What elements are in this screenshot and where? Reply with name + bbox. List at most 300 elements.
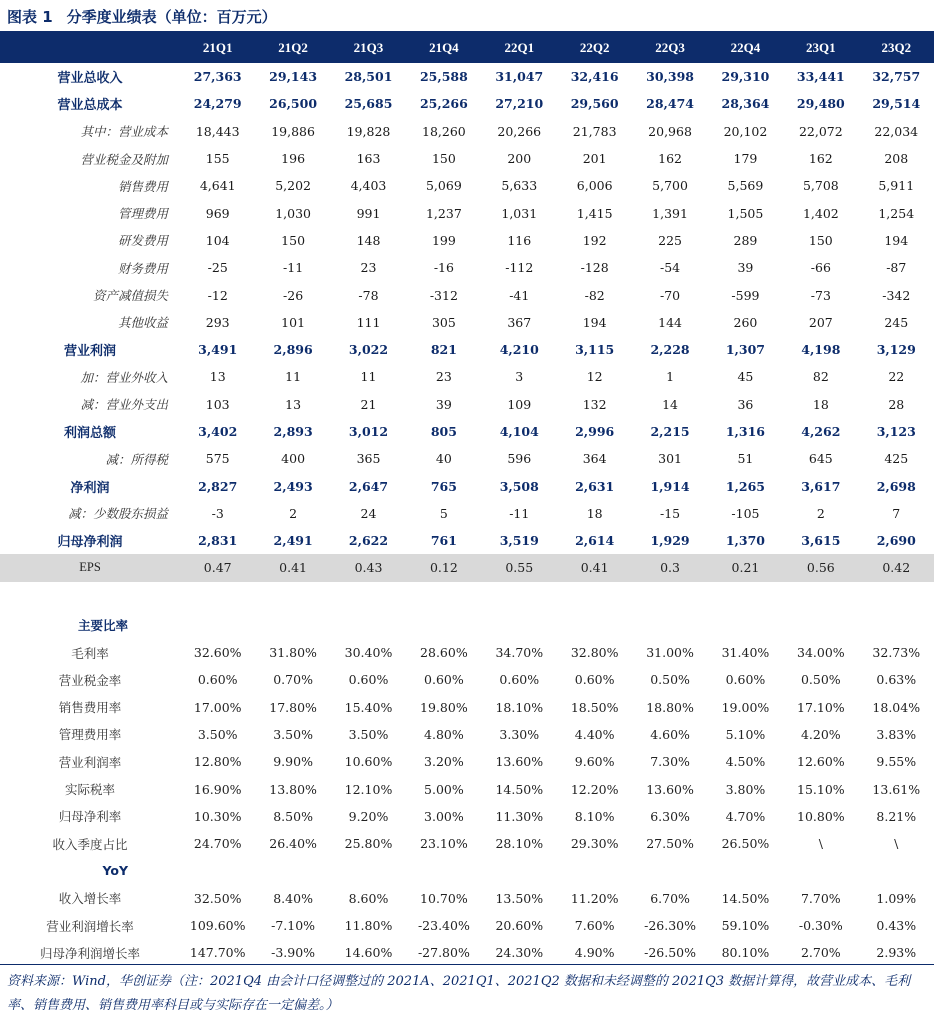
table-cell: 4,403 [350, 178, 387, 194]
table-cell: 0.60% [348, 672, 389, 688]
table-cell: 3.20% [424, 754, 464, 770]
table-cell: 8.10% [574, 808, 615, 824]
table-row [0, 639, 934, 666]
row-label: 加：营业外收入 [80, 369, 169, 385]
table-cell: 289 [733, 232, 758, 248]
table-cell: 162 [658, 151, 682, 167]
table-cell: 425 [884, 451, 909, 467]
table-cell: 29,143 [269, 69, 318, 85]
table-cell: 18,260 [422, 123, 466, 139]
table-cell: -128 [580, 260, 609, 276]
table-cell: 32.50% [193, 890, 242, 906]
table-cell: 14 [662, 396, 678, 412]
table-cell: 20.60% [495, 918, 544, 934]
table-cell: 7.70% [800, 890, 841, 906]
table-cell: 34.00% [797, 645, 845, 661]
table-cell: 4.80% [424, 726, 464, 742]
row-label: 减：少数股东损益 [68, 506, 169, 522]
table-cell: 3,519 [499, 533, 539, 549]
table-cell: 2 [816, 505, 825, 521]
table-cell: 26.50% [721, 836, 770, 852]
table-cell: 11.80% [344, 918, 393, 934]
table-cell: 260 [733, 314, 758, 330]
table-cell: 24,279 [193, 96, 242, 112]
section-label: YoY [102, 863, 129, 879]
table-cell: 0.60% [574, 672, 615, 688]
table-cell: 23 [435, 369, 452, 385]
table-cell: 13 [285, 396, 302, 412]
table-cell: 29,310 [721, 69, 770, 85]
table-cell: 9.90% [273, 754, 313, 770]
table-cell: 7 [892, 505, 901, 521]
table-cell: -54 [659, 260, 681, 276]
table-row [0, 500, 934, 527]
table-cell: 22,034 [874, 123, 919, 139]
table-cell: -15 [659, 505, 681, 521]
table-cell: 0.43 [331, 554, 406, 581]
table-cell: -82 [584, 287, 605, 303]
table-cell: 3,402 [198, 424, 238, 439]
table-cell: -87 [886, 260, 907, 276]
table-cell: 32.60% [193, 645, 242, 661]
table-cell: 2,493 [273, 478, 313, 494]
table-cell: 12.60% [797, 754, 845, 770]
table-cell: 4.50% [725, 754, 766, 770]
table-cell: 31.40% [721, 645, 770, 661]
table-cell: 0.3 [632, 554, 707, 581]
table-cell: -25 [207, 260, 228, 276]
table-cell: 10.60% [344, 754, 393, 770]
table-cell: 301 [658, 451, 682, 467]
table-cell: 5,708 [802, 178, 839, 194]
table-cell: 5,569 [727, 178, 764, 194]
table-cell: 3.00% [424, 808, 464, 824]
table-cell: 10.80% [797, 808, 845, 824]
table-cell: 0.41 [557, 554, 632, 581]
table-cell: 29.30% [570, 836, 619, 852]
table-cell: 3,123 [876, 424, 916, 439]
table-row [0, 721, 934, 748]
source-note: 资料来源：Wind，华创证券（注：2021Q4 由会计口径调整过的 2021A、2021Q1、2021Q2 数据和未经调整的 2021Q3 数据计算得，故营业成本、毛利率、销售费用、销售费用率科目或与实际存在一定偏差。） [7, 974, 911, 1013]
table-cell: -112 [505, 260, 534, 276]
table-row [0, 830, 934, 857]
table-cell: 21 [360, 396, 377, 412]
table-cell: -26 [283, 287, 304, 303]
table-cell: 15.10% [797, 781, 845, 797]
table-cell: 2,831 [198, 533, 238, 549]
table-cell: -7.10% [271, 918, 316, 934]
table-cell: 6,006 [576, 178, 613, 194]
table-cell: -70 [659, 287, 681, 303]
table-cell: 1,307 [725, 342, 766, 358]
table-cell: 33,441 [796, 69, 845, 85]
row-label: 营业利润增长率 [46, 918, 134, 934]
table-cell: 59.10% [721, 918, 770, 934]
row-label: 收入季度占比 [52, 836, 128, 852]
table-cell: 15.40% [344, 699, 393, 715]
column-header: 22Q2 [557, 33, 632, 63]
section-row-yoy [0, 857, 934, 884]
row-label [0, 33, 180, 63]
table-cell: 1,415 [576, 205, 613, 221]
table-cell: 18 [586, 505, 603, 521]
table-cell: 6.30% [650, 808, 690, 824]
table-cell: 4.90% [574, 945, 615, 961]
table-cell: 2,827 [198, 478, 238, 494]
table-cell: 51 [737, 451, 754, 467]
table-cell: -66 [810, 260, 831, 276]
table-cell: 0.55 [482, 554, 557, 581]
table-cell: 4,210 [499, 342, 539, 358]
table-cell: 17.80% [269, 699, 317, 715]
table-cell: 1,929 [650, 533, 690, 549]
table-cell: 109.60% [189, 918, 246, 934]
table-cell: 8.21% [876, 808, 917, 824]
table-cell: 225 [658, 232, 682, 248]
row-label: EPS [0, 554, 180, 581]
table-cell: 3,508 [499, 478, 539, 494]
row-label: 营业税金及附加 [80, 151, 169, 167]
column-header: 23Q1 [783, 33, 858, 63]
table-cell: 8.60% [348, 890, 389, 906]
table-row [0, 172, 934, 199]
table-row [0, 363, 934, 390]
table-cell: 1,505 [727, 205, 764, 221]
table-cell: 1,316 [725, 424, 766, 439]
table-cell: 111 [356, 314, 381, 330]
table-cell: 5,911 [878, 178, 915, 194]
table-cell: 148 [356, 232, 381, 248]
table-cell: 3,012 [348, 424, 389, 439]
column-header: 21Q4 [406, 33, 481, 63]
table-cell: 163 [356, 151, 381, 167]
table-cell: 969 [205, 205, 230, 221]
table-cell: 0.21 [708, 554, 783, 581]
row-label: 销售费用 [118, 178, 169, 194]
table-row [0, 418, 934, 445]
column-header: 22Q1 [482, 33, 557, 63]
table-cell: 0.42 [859, 554, 934, 581]
table-cell: 4,262 [801, 424, 841, 439]
table-cell: -3.90% [271, 945, 316, 961]
table-cell: 207 [808, 314, 833, 330]
table-cell: 14.50% [721, 890, 770, 906]
bottom-rule [0, 964, 934, 965]
table-cell: \ [818, 836, 823, 852]
table-cell: 4,104 [499, 424, 539, 439]
table-row [0, 472, 934, 499]
table-row [0, 281, 934, 308]
table-cell: 3,129 [876, 342, 916, 358]
row-label: 营业总收入 [57, 71, 123, 87]
table-cell: 22,072 [798, 123, 843, 139]
table-cell: 12.20% [570, 781, 619, 797]
table-cell: 12.80% [193, 754, 242, 770]
row-label: 收入增长率 [58, 891, 122, 907]
table-cell: 196 [281, 151, 306, 167]
table-cell: 13.50% [495, 890, 544, 906]
table-cell: 7.60% [574, 918, 615, 934]
section-row-ratios [0, 612, 934, 639]
table-cell: 27,210 [495, 96, 544, 112]
table-cell: 0.12 [406, 554, 481, 581]
table-cell: 8.50% [273, 808, 313, 824]
table-cell: 32.73% [872, 645, 921, 661]
table-cell: 18.80% [646, 699, 694, 715]
row-label: 毛利率 [71, 645, 109, 661]
table-cell: 13.60% [495, 754, 544, 770]
table-cell: 30,398 [646, 69, 694, 85]
table-cell: 4.70% [725, 808, 766, 824]
table-cell: 575 [205, 451, 230, 467]
table-cell: 11 [285, 369, 302, 385]
table-cell: 5 [439, 505, 448, 521]
row-label: 营业利润 [64, 344, 117, 360]
table-row [0, 254, 934, 281]
table-cell: 208 [884, 151, 909, 167]
column-header: 21Q3 [331, 33, 406, 63]
table-cell: 199 [431, 232, 456, 248]
table-cell: 194 [582, 314, 607, 330]
table-cell: 200 [507, 151, 532, 167]
table-cell: 13 [209, 369, 226, 385]
table-cell: 365 [356, 451, 381, 467]
table-cell: 101 [281, 314, 306, 330]
table-cell: 34.70% [495, 645, 544, 661]
table-row [0, 63, 934, 90]
table-cell: 39 [737, 260, 754, 276]
table-cell: 1 [666, 369, 675, 385]
table-cell: -3 [211, 505, 224, 521]
table-cell: 9.20% [348, 808, 389, 824]
table-cell: 192 [582, 232, 607, 248]
row-label: 其中：营业成本 [80, 124, 169, 140]
table-cell: 293 [205, 314, 230, 330]
table-cell: -11 [509, 505, 530, 521]
row-label: 营业利润率 [58, 754, 122, 770]
table-cell: 18,443 [195, 123, 240, 139]
table-cell: 2,228 [650, 342, 690, 358]
table-cell: 25,685 [344, 96, 393, 112]
row-label: 实际税率 [65, 782, 116, 798]
table-cell: 5,633 [501, 178, 538, 194]
quarterly-results-table [0, 33, 934, 967]
table-cell: 3.30% [499, 726, 540, 742]
table-cell: 26.40% [269, 836, 317, 852]
table-cell: 0.50% [800, 672, 841, 688]
table-cell: 39 [435, 396, 452, 412]
table-cell: 0.60% [499, 672, 540, 688]
table-row [0, 666, 934, 693]
table-cell: 19,886 [271, 123, 315, 139]
table-row [0, 227, 934, 254]
table-cell: 1,265 [725, 478, 766, 494]
table-cell: 103 [205, 396, 230, 412]
table-cell: 21,783 [572, 123, 617, 139]
table-cell: 3.50% [348, 726, 389, 742]
table-cell: 0.63% [876, 672, 917, 688]
table-cell: 3.50% [273, 726, 313, 742]
table-cell: 10.70% [420, 890, 468, 906]
table-cell: 3,617 [801, 478, 841, 494]
table-cell: 17.00% [193, 699, 242, 715]
table-cell: 109 [507, 396, 532, 412]
table-cell: 162 [808, 151, 833, 167]
table-cell: 1,914 [650, 478, 690, 494]
table-cell: 20,968 [648, 123, 692, 139]
table-cell: 596 [507, 451, 532, 467]
table-cell: 25,588 [419, 69, 468, 85]
table-cell: -78 [358, 287, 379, 303]
table-cell: 22 [888, 369, 905, 385]
table-cell: 0.50% [650, 672, 690, 688]
column-header: 23Q2 [859, 33, 934, 63]
table-cell: 25.80% [344, 836, 393, 852]
table-cell: 2.70% [800, 945, 841, 961]
spacer-row [0, 582, 934, 612]
table-cell: 24 [360, 505, 377, 521]
table-cell: 11 [360, 369, 377, 385]
table-cell: 13.61% [872, 781, 921, 797]
table-cell: 13.80% [269, 781, 317, 797]
column-header: 21Q1 [180, 33, 255, 63]
table-cell: 2,215 [650, 424, 690, 439]
column-header: 22Q3 [632, 33, 707, 63]
table-cell: 144 [658, 314, 682, 330]
row-label: 销售费用率 [58, 700, 122, 716]
table-cell: 645 [808, 451, 833, 467]
table-row [0, 145, 934, 172]
table-cell: 18.50% [570, 699, 619, 715]
table-row [0, 885, 934, 912]
table-cell: 132 [582, 396, 607, 412]
table-row [0, 336, 934, 363]
table-cell: 765 [430, 478, 457, 494]
table-cell: -26.50% [644, 945, 696, 961]
table-cell: 9.55% [876, 754, 917, 770]
table-cell: 3.80% [725, 781, 766, 797]
table-cell: 3,491 [198, 342, 238, 358]
table-cell: 3,615 [801, 533, 841, 549]
row-label: 利润总额 [64, 426, 117, 441]
table-cell: 0.43% [876, 918, 917, 934]
table-cell: 29,514 [872, 96, 921, 112]
table-cell: 1,391 [652, 205, 688, 221]
table-cell: 26,500 [269, 96, 318, 112]
table-cell: 10.30% [193, 808, 242, 824]
row-label: 归母净利率 [58, 809, 122, 825]
table-cell: 4.60% [650, 726, 690, 742]
table-cell: 1,030 [275, 205, 311, 221]
row-label: 归母净利润 [57, 535, 123, 551]
table-cell: 12 [586, 369, 603, 385]
table-cell: -16 [433, 260, 454, 276]
table-cell: 0.60% [197, 672, 238, 688]
row-label: 净利润 [70, 480, 110, 496]
table-cell: -41 [509, 287, 530, 303]
table-cell: 805 [430, 424, 457, 439]
table-cell: 31,047 [495, 69, 544, 85]
table-cell: -27.80% [417, 945, 470, 961]
table-cell: 31.00% [646, 645, 694, 661]
table-cell: 28,364 [721, 96, 770, 112]
row-label: 研发费用 [118, 233, 169, 249]
table-row [0, 445, 934, 472]
figure-title [7, 6, 277, 28]
table-cell: 32,757 [872, 69, 921, 85]
table-cell: -312 [429, 287, 458, 303]
table-cell: 104 [205, 232, 230, 248]
table-cell: 14.60% [344, 945, 393, 961]
table-cell: 23 [360, 260, 377, 276]
table-cell: 6.70% [650, 890, 690, 906]
table-cell: 19.80% [420, 699, 468, 715]
table-cell: -23.40% [417, 918, 470, 934]
table-row [0, 748, 934, 775]
table-cell: 24.70% [193, 836, 242, 852]
table-cell: 40 [435, 451, 452, 467]
table-cell: 32,416 [570, 69, 619, 85]
table-cell: 1,370 [725, 533, 766, 549]
table-cell: 7.30% [650, 754, 690, 770]
table-row [0, 554, 934, 581]
section-label: 主要比率 [78, 618, 129, 634]
table-cell: 20,266 [497, 123, 542, 139]
table-cell: 28.60% [420, 645, 468, 661]
table-row [0, 118, 934, 145]
table-cell: -105 [731, 505, 760, 521]
table-cell: 179 [733, 151, 758, 167]
table-cell: 0.56 [783, 554, 858, 581]
table-cell: 18 [812, 396, 829, 412]
table-cell: 2,996 [575, 424, 615, 439]
table-cell: 2,698 [876, 478, 916, 494]
header-row [0, 33, 934, 63]
table-cell: 27,363 [193, 69, 242, 85]
table-cell: 367 [507, 314, 532, 330]
table-cell: 194 [884, 232, 909, 248]
row-label: 管理费用 [118, 206, 169, 222]
column-header: 22Q4 [708, 33, 783, 63]
table-cell: 2,631 [575, 478, 615, 494]
table-cell: 19,828 [346, 123, 391, 139]
table-cell: 150 [281, 232, 306, 248]
table-cell: 23.10% [420, 836, 468, 852]
table-cell: 4,641 [199, 178, 236, 194]
table-cell: 29,560 [570, 96, 619, 112]
table-cell: 4.40% [574, 726, 615, 742]
table-cell: 0.70% [273, 672, 313, 688]
table-row [0, 90, 934, 117]
table-row [0, 694, 934, 721]
table-cell: 155 [205, 151, 230, 167]
table-cell: 2.93% [876, 945, 917, 961]
table-cell: 5,069 [425, 178, 462, 194]
table-cell: 1,402 [802, 205, 839, 221]
table-cell: 20,102 [723, 123, 768, 139]
table-cell: -73 [810, 287, 831, 303]
table-cell: 991 [356, 205, 381, 221]
table-cell: 1,237 [425, 205, 462, 221]
table-cell: 3.50% [197, 726, 238, 742]
table-cell: 2,647 [348, 478, 389, 494]
table-cell: 2,622 [348, 533, 389, 549]
table-cell: -599 [731, 287, 760, 303]
table-cell: 400 [281, 451, 306, 467]
table-cell: 2,690 [876, 533, 916, 549]
table-cell: 761 [430, 533, 457, 549]
table-cell: 3.83% [876, 726, 917, 742]
